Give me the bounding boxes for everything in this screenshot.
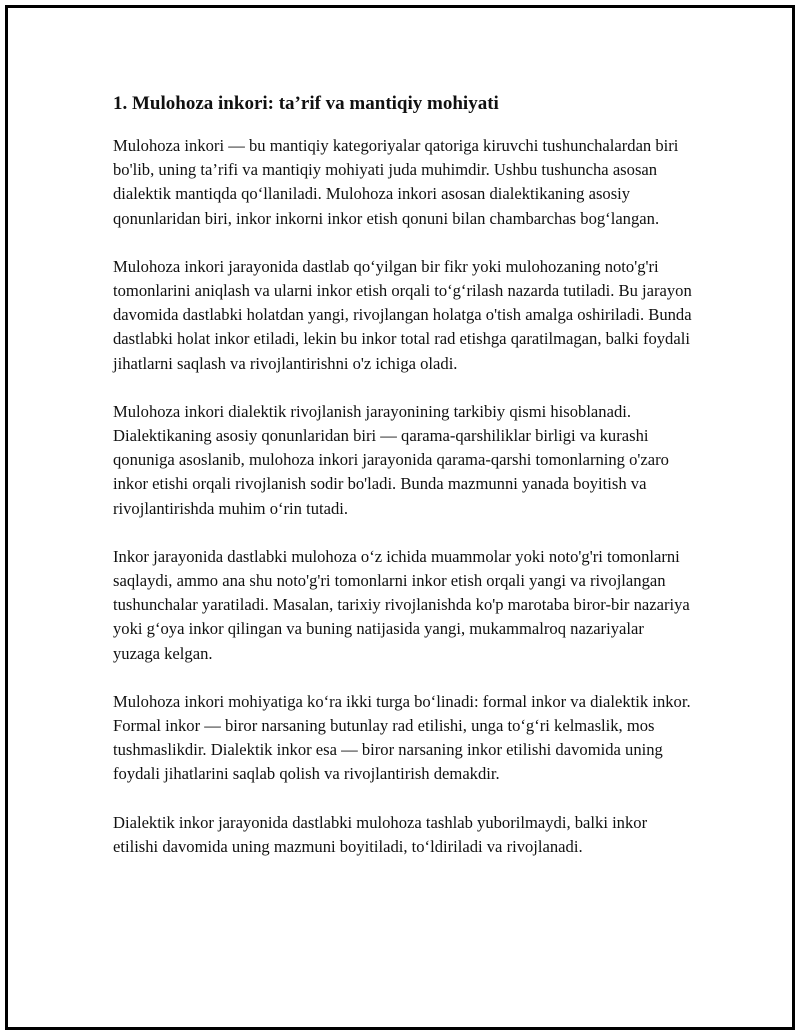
section-heading: 1. Mulohoza inkori: ta’rif va mantiqiy mohiyati — [113, 93, 499, 114]
paragraph-1: Mulohoza inkori — bu mantiqiy kategoriyalar qatoriga kiruvchi tushunchalardan biri bo'lib, uning ta’rifi va mantiqiy mohiyati juda muhimdir. Ushbu tushuncha asosan dialektik mantiqda qo‘llaniladi. Mulohoza inkori asosan dialektikaning asosiy qonunlaridan biri, inkor inkorni inkor etish qonuni bilan chambarchas bog‘langan. — [113, 136, 679, 228]
paragraph-3: Mulohoza inkori dialektik rivojlanish jarayonining tarkibiy qismi hisoblanadi. Dialektikaning asosiy qonunlaridan biri — qarama-qarshiliklar birligi va kurashi qonuniga asoslanib, mulohoza inkori jarayonida qarama-qarshi tomonlarning o'zaro inkor etishi orqali rivojlanish sodir bo'ladi. Bunda mazmunni yanada boyitish va rivojlantirishda muhim o‘rin tutadi. — [113, 401, 669, 518]
paragraph-2: Mulohoza inkori jarayonida dastlab qo‘yilgan bir fikr yoki mulohozaning noto'g'ri tomonlarini aniqlash va ularni inkor etish orqali to‘g‘rilash nazarda tutiladi. Bu jarayon davomida dastlabki holatdan yangi, rivojlangan holatga o'tish amalga oshiriladi. Bunda dastlabki holat inkor etiladi, lekin bu inkor total rad etishga qaratilmagan, balki foydali jihatlarni saqlash va rivojlantirishni o'z ichiga oladi. — [113, 256, 692, 373]
paragraph-6: Dialektik inkor jarayonida dastlabki mulohoza tashlab yuborilmaydi, balki inkor etilishi davomida uning mazmuni boyitiladi, to‘ldiriladi va rivojlanadi. — [113, 812, 648, 856]
paragraph-5: Mulohoza inkori mohiyatiga ko‘ra ikki turga bo‘linadi: formal inkor va dialektik inkor. Formal inkor — biror narsaning butunlay rad etilishi, unga to‘g‘ri kelmaslik, mos tushmaslikdir. Dialektik inkor esa — biror narsaning inkor etilishi davomida uning foydali jihatlarini saqlab qolish va rivojlantirish demakdir. — [113, 691, 691, 784]
document-body — [113, 92, 693, 883]
paragraph-4: Inkor jarayonida dastlabki mulohoza o‘z ichida muammolar yoki noto'g'ri tomonlarni saqlaydi, ammo ana shu noto'g'ri tomonlarni inkor etish orqali yangi va rivojlangan tushunchalar yaratiladi. Masalan, tarixiy rivojlanishda ko'p marotaba biror-bir nazariya yoki g‘oya inkor qilingan va buning natijasida yangi, mukammalroq nazariyalar yuzaga kelgan. — [113, 546, 690, 663]
